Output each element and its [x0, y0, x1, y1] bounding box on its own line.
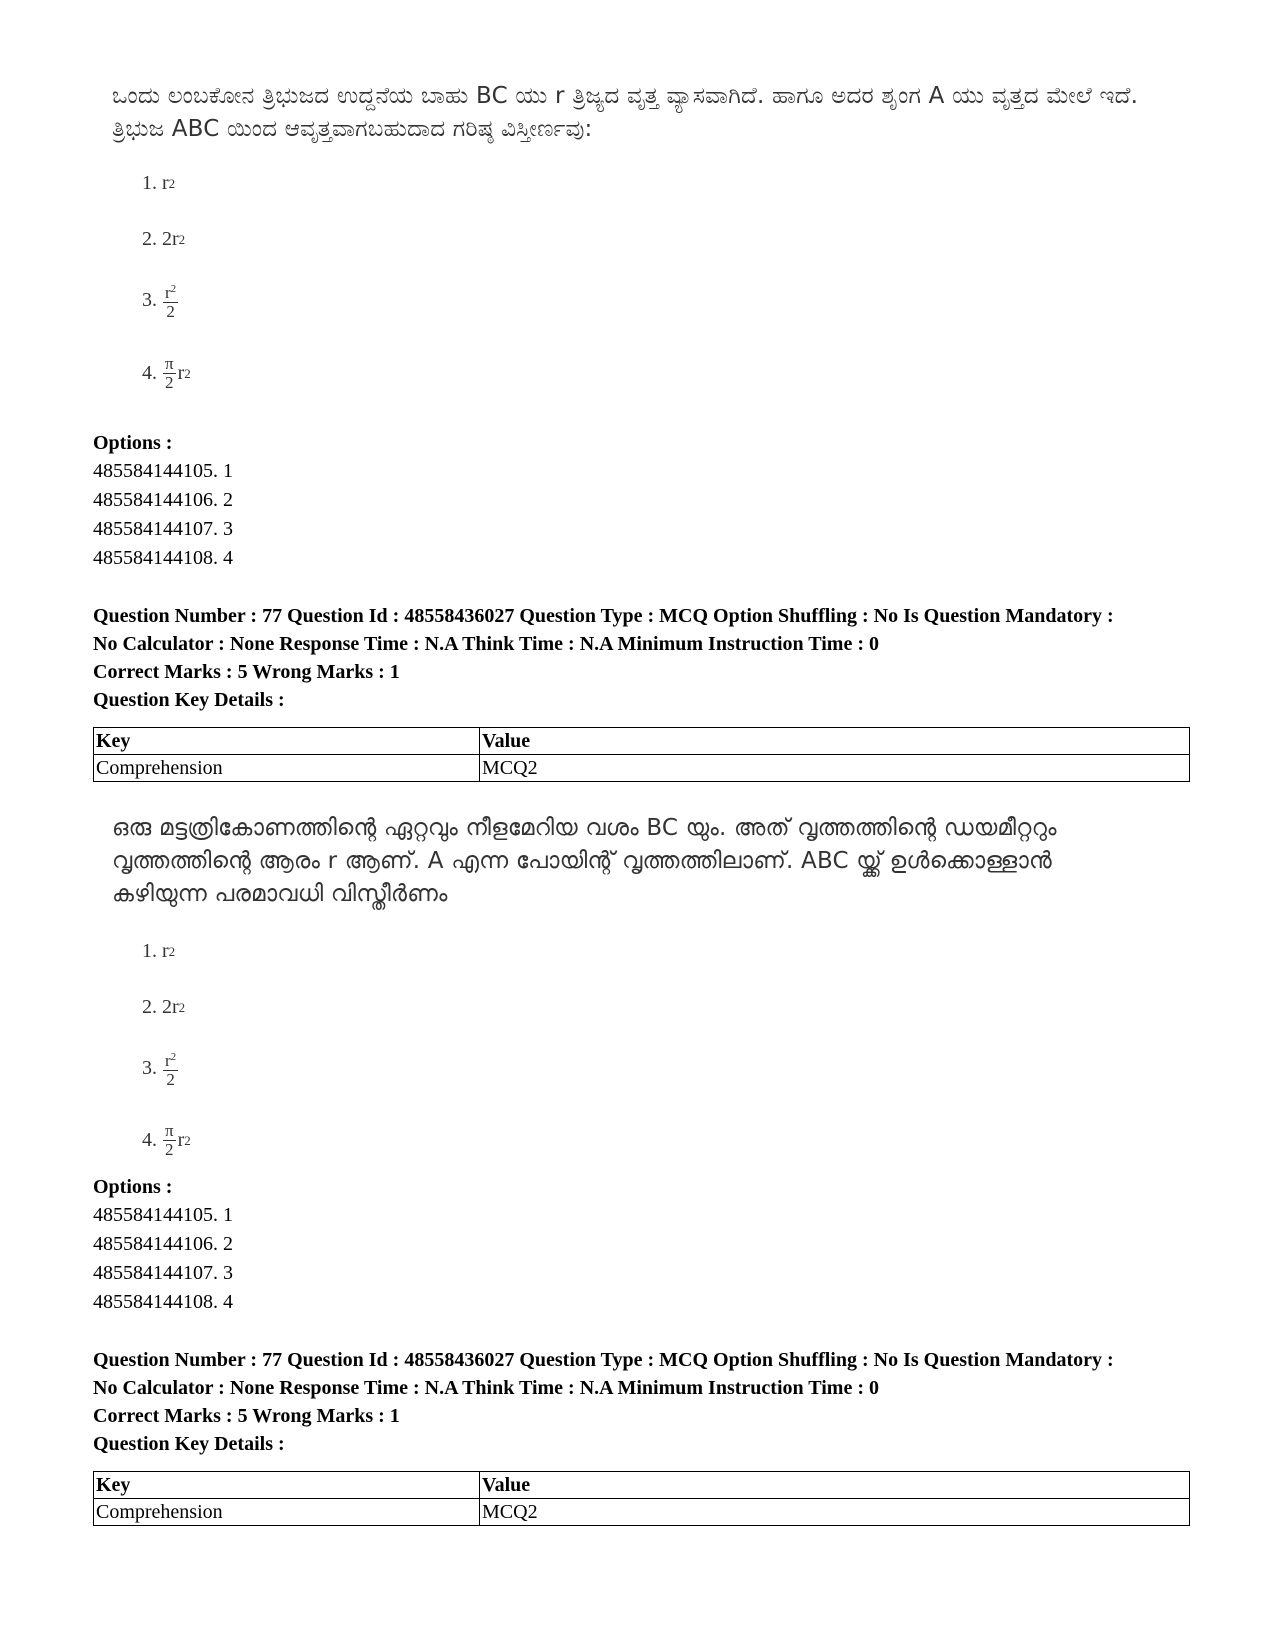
option-item: 485584144107. 3 [93, 518, 233, 540]
options-section [93, 1173, 1203, 1317]
table-header-value: Value [480, 728, 1190, 755]
key-details-table [93, 727, 1190, 782]
fraction: $\frac{r^2}{2}$ [163, 1048, 178, 1089]
option-item: 485584144107. 3 [93, 1262, 233, 1284]
meta-line-1: Question Number : 77 Question Id : 48558436027 Question Type : MCQ Option Shuffling : No Is Question Mandatory : [93, 1349, 1114, 1371]
table-header-key: Key [94, 1472, 480, 1499]
key-details-label: Question Key Details : [93, 1433, 285, 1455]
question-text: ಒಂದು ಲಂಬಕೋನ ತ್ರಿಭುಜದ ಉದ್ದನೆಯ ಬಾಹು BC ಯು r ತ್ರಿಜ್ಯದ ವೃತ್ತ ವ್ಯಾಸವಾಗಿದೆ. ಹಾಗೂ ಅದರ ಶೃಂಗ A ಯು ವೃತ್ತದ ಮೇಲೆ ಇದೆ. ತ್ರಿಭುಜ ABC ಯಿಂದ ಆವೃತ್ತವಾಗಬಹುದಾದ ಗರಿಷ್ಠ ವಿಸ್ತೀರ್ಣವು: [112, 83, 1139, 142]
key-details-table [93, 1471, 1190, 1526]
choice-2: 2. 2r 2 [142, 996, 186, 1018]
option-item: 485584144105. 1 [93, 1204, 233, 1226]
choice-3: 3. $\frac{r^2}{2}$ [142, 1048, 178, 1089]
option-item: 485584144108. 4 [93, 547, 233, 569]
question-image-malayalam [112, 812, 1152, 1172]
key-details-label: Question Key Details : [93, 689, 285, 711]
option-item: 485584144108. 4 [93, 1291, 233, 1313]
option-item: 485584144105. 1 [93, 460, 233, 482]
meta-line-2: No Calculator : None Response Time : N.A Think Time : N.A Minimum Instruction Time : 0 [93, 633, 879, 655]
question-text: ഒരു മട്ടത്രികോണത്തിന്റെ ഏറ്റവും നീളമേറിയ വശം BC യും. അത് വൃത്തത്തിന്റെ ഡയമീറ്ററും വൃത്തത്തിന്റെ ആരം r ആണ്. A എന്ന പോയിന്റ് വൃത്തത്തിലാണ്. ABC യ്ക്ക് ഉൾക്കൊള്ളാൻ കഴിയുന്ന പരമാവധി വിസ്തീർണം [112, 815, 1057, 907]
options-label: Options : [93, 432, 173, 454]
marks-line: Correct Marks : 5 Wrong Marks : 1 [93, 1405, 400, 1427]
choice-4: 4. $\frac{\pi}{2}$ r 2 [142, 1121, 191, 1159]
meta-line-1: Question Number : 77 Question Id : 48558436027 Question Type : MCQ Option Shuffling : No Is Question Mandatory : [93, 605, 1114, 627]
table-header-value: Value [480, 1472, 1190, 1499]
table-cell-key: Comprehension [94, 755, 480, 782]
options-label: Options : [93, 1176, 173, 1198]
question-image-kannada [112, 80, 1152, 420]
choice-1: 1. r 2 [142, 940, 176, 962]
table-cell-value: MCQ2 [480, 1499, 1190, 1526]
choice-3: 3. $\frac{r^2}{2}$ [142, 280, 178, 321]
table-cell-value: MCQ2 [480, 755, 1190, 782]
choice-4: 4. $\frac{\pi}{2}$ r 2 [142, 354, 191, 392]
choice-2: 2. 2r 2 [142, 228, 186, 250]
question-meta [93, 1346, 1203, 1458]
options-section [93, 429, 1203, 573]
option-item: 485584144106. 2 [93, 489, 233, 511]
fraction: $\frac{\pi}{2}$ [165, 1121, 174, 1159]
fraction: $\frac{r^2}{2}$ [163, 280, 178, 321]
marks-line: Correct Marks : 5 Wrong Marks : 1 [93, 661, 400, 683]
table-cell-key: Comprehension [94, 1499, 480, 1526]
fraction: $\frac{\pi}{2}$ [165, 354, 174, 392]
meta-line-2: No Calculator : None Response Time : N.A Think Time : N.A Minimum Instruction Time : 0 [93, 1377, 879, 1399]
option-item: 485584144106. 2 [93, 1233, 233, 1255]
table-header-key: Key [94, 728, 480, 755]
question-meta [93, 602, 1203, 714]
choice-1: 1. r 2 [142, 172, 176, 194]
